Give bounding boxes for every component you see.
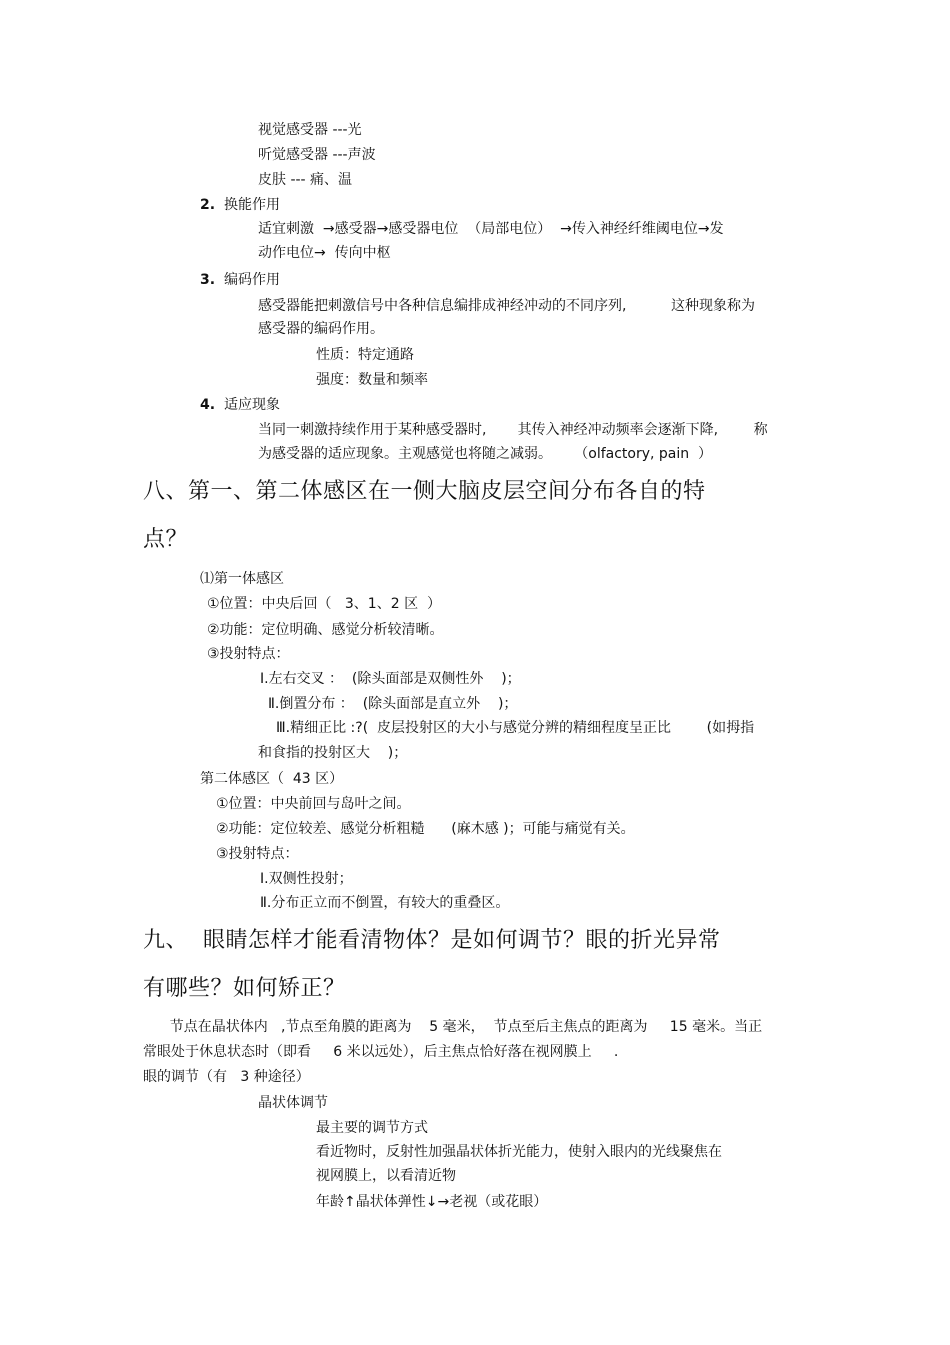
lens-near-vision-line-1: 看近物时，反射性加强晶状体折光能力，使射入眼内的光线聚焦在 bbox=[316, 1144, 722, 1160]
receptor-visual: 视觉感受器 ---光 bbox=[258, 122, 362, 138]
lens-near-vision-line-2: 视网膜上，以看清近物 bbox=[316, 1168, 456, 1184]
section-4-heading bbox=[200, 396, 280, 414]
area-1-projection: ③投射特点： bbox=[207, 646, 290, 662]
section-4-line-2: 为感受器的适应现象。主观感觉也将随之减弱。 （olfactory, pain ） bbox=[258, 446, 713, 462]
section-2-number: 2. bbox=[200, 197, 216, 213]
section-3-number: 3. bbox=[200, 272, 216, 288]
area-2-title: 第二体感区（ 43 区） bbox=[200, 771, 344, 787]
area-1-projection-3: Ⅲ.精细正比 :?( 皮层投射区的大小与感觉分辨的精细程度呈正比 (如拇指 bbox=[276, 720, 755, 736]
heading-9-line-2: 有哪些？如何矫正？ bbox=[143, 976, 346, 1001]
section-2-line-2: 动作电位→ 传向中枢 bbox=[258, 245, 391, 261]
lens-presbyopia: 年龄↑晶状体弹性↓→老视（或花眼） bbox=[316, 1194, 548, 1210]
area-1-projection-2: Ⅱ.倒置分布 ： (除头面部是直立外 )； bbox=[268, 696, 518, 712]
area-2-projection-1: Ⅰ.双侧性投射； bbox=[260, 871, 353, 887]
lens-main-method: 最主要的调节方式 bbox=[316, 1120, 428, 1136]
section-3-nature: 性质：特定通路 bbox=[316, 347, 414, 363]
section-3-intensity: 强度：数量和频率 bbox=[316, 372, 428, 388]
heading-9-line-1: 九、 眼睛怎样才能看清物体？是如何调节？眼的折光异常 bbox=[143, 928, 721, 953]
receptor-auditory: 听觉感受器 ---声波 bbox=[258, 147, 376, 163]
section-4-title: 适应现象 bbox=[223, 397, 280, 413]
area-2-position: ①位置：中央前回与岛叶之间。 bbox=[216, 796, 411, 812]
section-2-title: 换能作用 bbox=[223, 197, 280, 213]
area-1-projection-1: Ⅰ.左右交叉 ： (除头面部是双侧性外 )； bbox=[260, 671, 521, 687]
section-2-heading bbox=[200, 196, 280, 214]
section-2-line-1: 适宜刺激 →感受器→感受器电位 （局部电位） →传入神经纤维阈电位→发 bbox=[258, 221, 724, 237]
area-1-projection-3-cont: 和食指的投射区大 )； bbox=[258, 745, 408, 761]
area-1-title: ⑴第一体感区 bbox=[200, 571, 284, 587]
area-1-position: ①位置：中央后回（ 3、1、2 区 ） bbox=[207, 596, 441, 612]
heading-8-line-1: 八、第一、第二体感区在一侧大脑皮层空间分布各自的特 bbox=[143, 479, 706, 504]
area-2-projection-2: Ⅱ.分布正立而不倒置，有较大的重叠区。 bbox=[260, 895, 510, 911]
area-2-projection: ③投射特点： bbox=[216, 846, 299, 862]
eye-paragraph-line-1: 节点在晶状体内 ,节点至角膜的距离为 5 毫米， 节点至后主焦点的距离为 15 毫米。当正 bbox=[143, 1019, 763, 1035]
receptor-skin: 皮肤 --- 痛、温 bbox=[258, 172, 353, 188]
area-1-function: ②功能：定位明确、感觉分析较清晰。 bbox=[207, 622, 444, 638]
section-4-line-1: 当同一刺激持续作用于某种感受器时, 其传入神经冲动频率会逐渐下降, 称 bbox=[258, 422, 768, 438]
eye-paragraph-line-2: 常眼处于休息状态时（即看 6 米以远处），后主焦点恰好落在视网膜上 . bbox=[143, 1044, 619, 1060]
area-2-function: ②功能：定位较差、感觉分析粗糙 (麻木感 )；可能与痛觉有关。 bbox=[216, 821, 635, 837]
lens-accommodation-title: 晶状体调节 bbox=[258, 1095, 328, 1111]
section-3-heading bbox=[200, 271, 280, 289]
section-3-title: 编码作用 bbox=[223, 272, 280, 288]
section-3-line-1: 感受器能把刺激信号中各种信息编排成神经冲动的不同序列, 这种现象称为 bbox=[258, 298, 755, 314]
accommodation-title: 眼的调节（有 3 种途径） bbox=[143, 1069, 310, 1085]
section-3-line-2: 感受器的编码作用。 bbox=[258, 321, 384, 337]
section-4-number: 4. bbox=[200, 397, 216, 413]
heading-8-line-2: 点？ bbox=[143, 527, 189, 552]
